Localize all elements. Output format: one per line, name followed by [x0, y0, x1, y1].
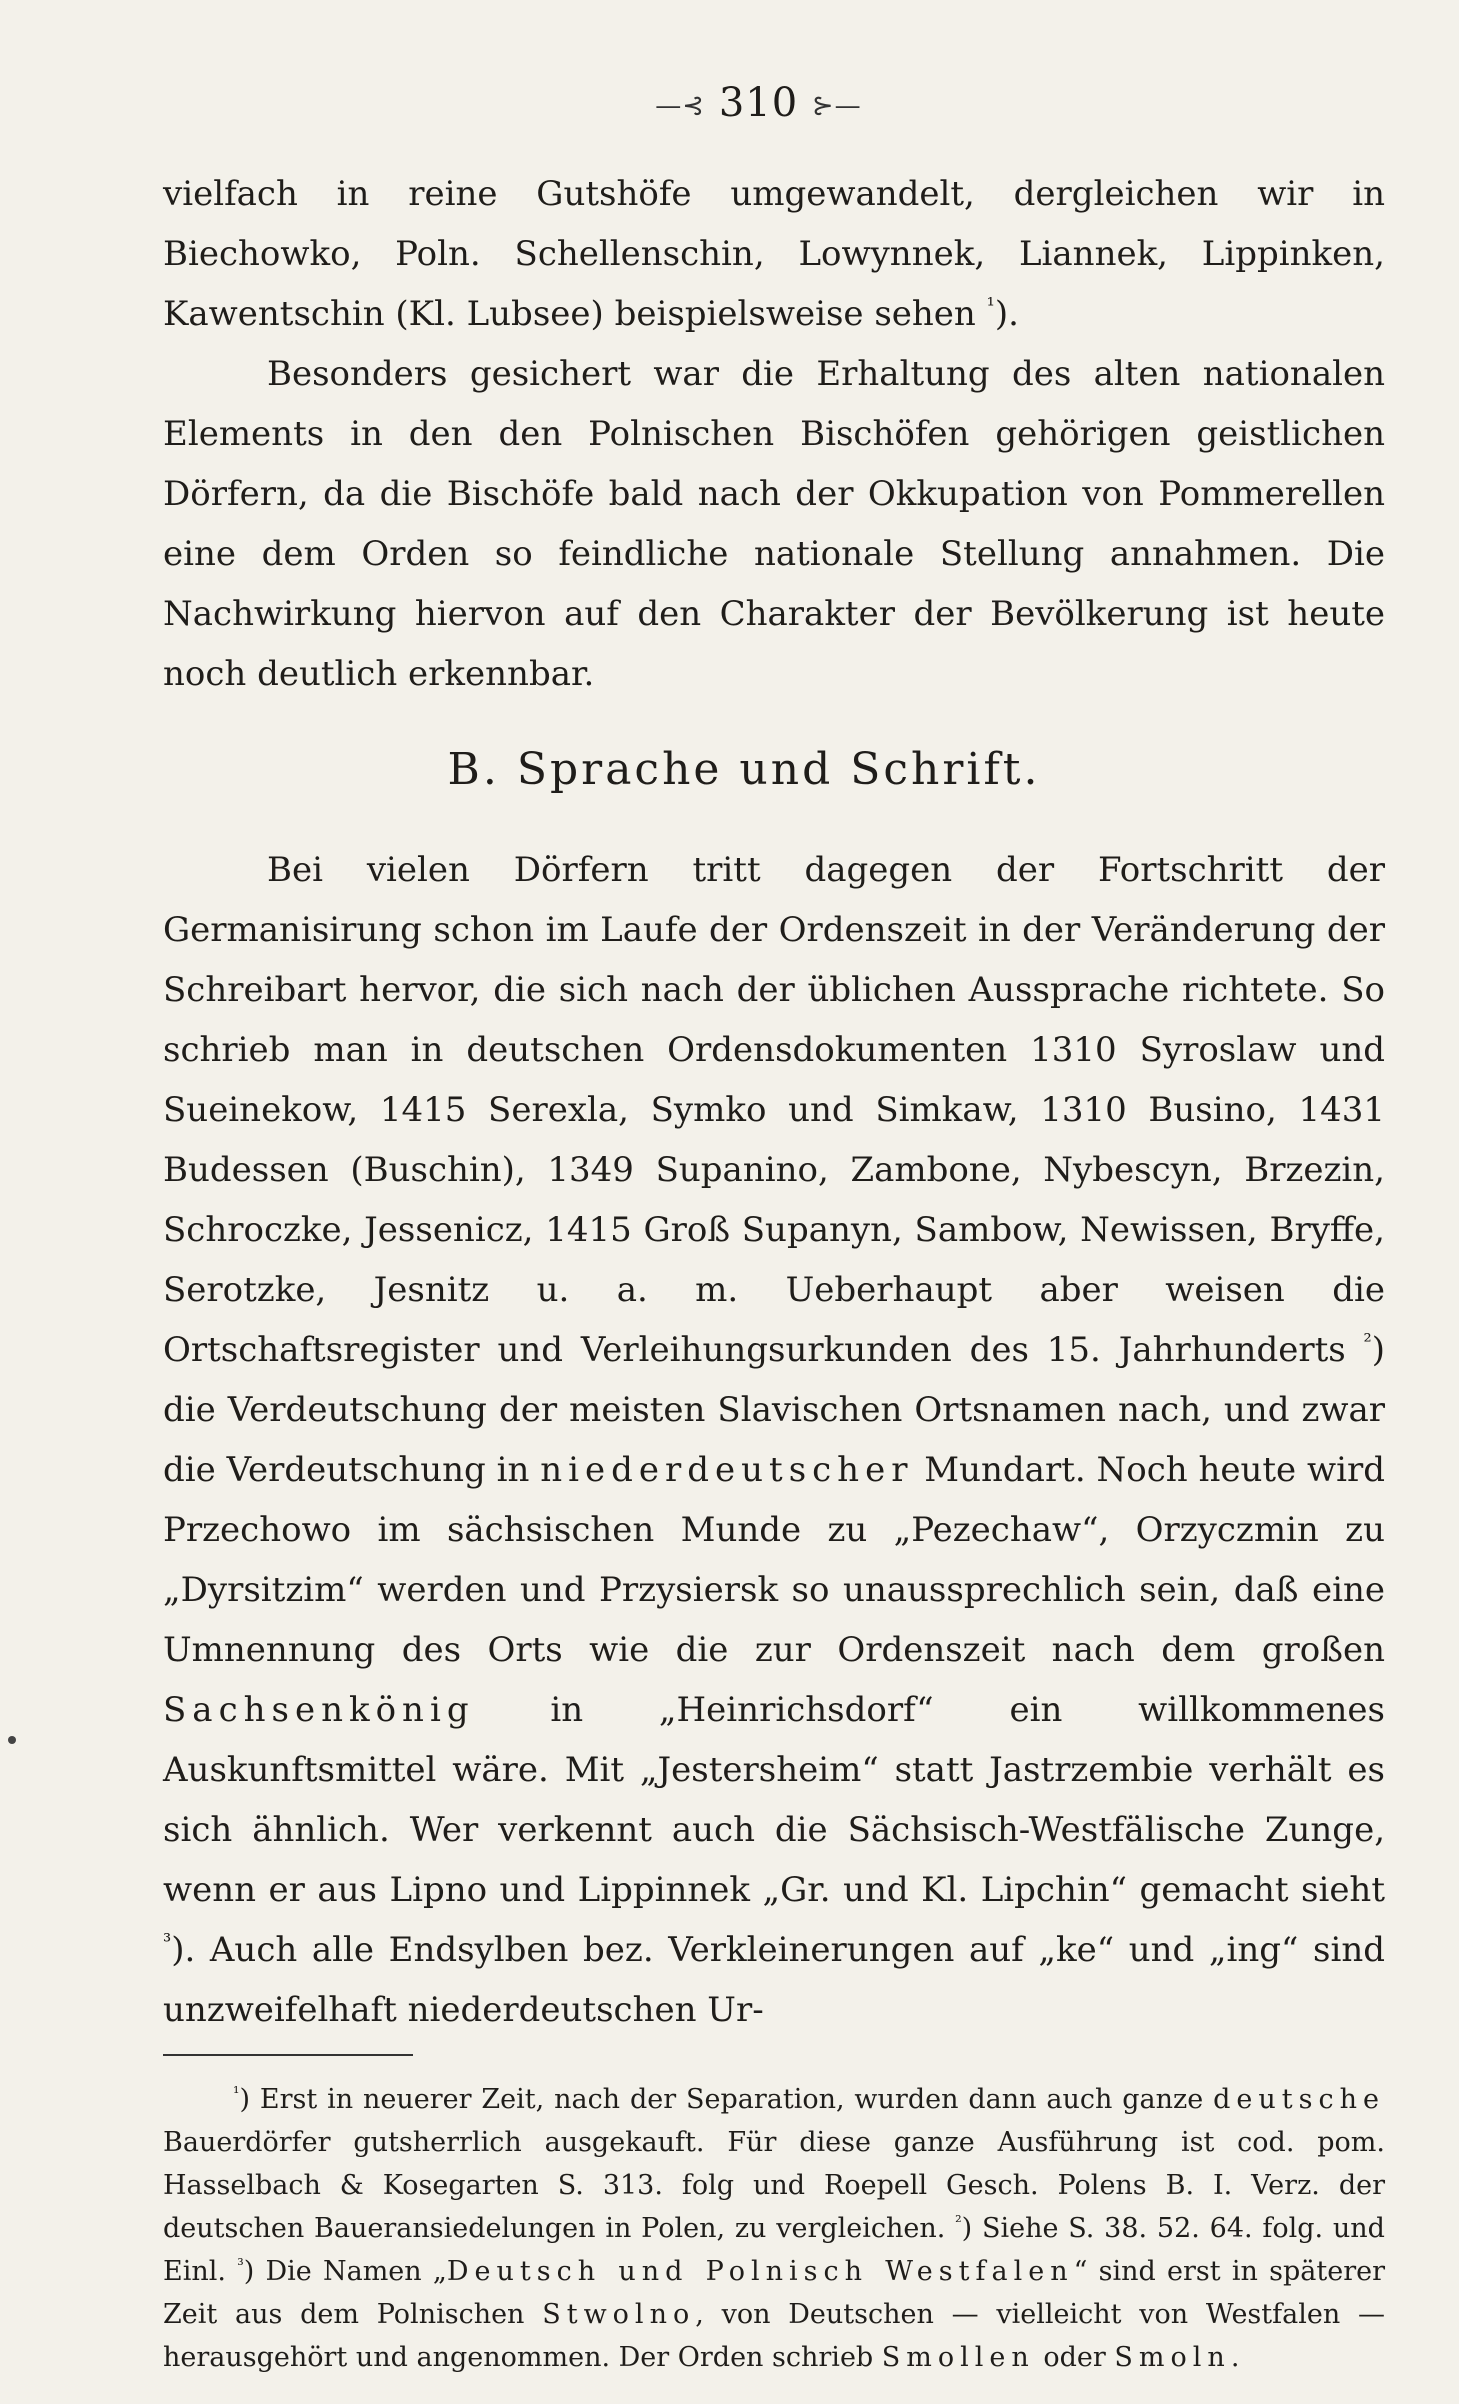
- footnote-3-spaced-4: Smoln: [1114, 2342, 1231, 2373]
- footnote-3-text-b: “ sind erst in späterer Zeit aus dem Polnischen: [163, 2256, 1385, 2330]
- footnote-3-text-e: .: [1230, 2342, 1240, 2373]
- footnote-3-spaced-3: Smollen: [881, 2342, 1035, 2373]
- paragraph-3-part-4: in „Heinrichsdorf“ ein willkommenes Auskunftsmittel wäre. Mit „Jestersheim“ statt Jastrzembie verhält es sich ähnlich. Wer verkennt auch die Sächsisch-Westfälische Zunge, wenn er aus Lipno und Lippinnek „Gr. und Kl. Lipchin“ gemacht sieht: [163, 1690, 1385, 1910]
- spaced-word-niederdeutscher: niederdeutscher: [540, 1450, 914, 1490]
- paragraph-1: [163, 164, 1385, 344]
- footnote-1-mark: ¹: [233, 2083, 240, 2102]
- footnote-2-text: ) Siehe S. 38. 52. 64. folg. und Einl.: [163, 2213, 1385, 2287]
- paragraph-3-part-1: Bei vielen Dörfern tritt dagegen der Fortschritt der Germanisirung schon im Laufe der Ordenszeit in der Veränderung der Schreibart hervor, die sich nach der üblichen Aussprache richtete. So schrieb man in deutschen Ordensdokumenten 1310 Syroslaw und Sueinekow, 1415 Serexla, Symko und Simkaw, 1310 Busino, 1431 Budessen (Buschin), 1349 Supanino, Zambone, Nybescyn, Brzezin, Schroczke, Jessenicz, 1415 Groß Supanyn, Sambow, Newissen, Bryffe, Serotzke, Jesnitz u. a. m. Ueberhaupt aber weisen die Ortschaftsregister und Verleihungsurkunden des 15. Jahrhunderts: [163, 850, 1385, 1370]
- footnote-3-mark: ³: [237, 2255, 244, 2274]
- footnote-1: [163, 2078, 1385, 2379]
- paragraph-3-part-5: ). Auch alle Endsylben bez. Verkleinerungen auf „ke“ und „ing“ sind unzweifelhaft niederdeutschen Ur-: [163, 1930, 1385, 2030]
- footnote-1-spaced: deutsche: [1213, 2084, 1385, 2115]
- margin-dot: [8, 1736, 16, 1744]
- footnote-1-text-a: ) Erst in neuerer Zeit, nach der Separation, wurden dann auch ganze: [239, 2084, 1204, 2115]
- footnote-2-mark: ²: [955, 2212, 962, 2231]
- page-number: 310: [718, 80, 799, 126]
- spaced-word-sachsenkoenig: Sachsenkönig: [163, 1690, 475, 1730]
- footnotes: [163, 2078, 1385, 2379]
- paragraph-1-end: ).: [994, 294, 1019, 334]
- footnote-3-spaced-2: Stwolno: [542, 2299, 696, 2330]
- footnote-divider: [163, 2054, 413, 2056]
- footnote-ref-2: ²: [1363, 1329, 1372, 1354]
- footnote-1-text-b: Bauerdörfer gutsherrlich ausgekauft. Für diese ganze Ausführung ist cod. pom. Hasselbach & Kosegarten S. 313. folg und Roepell Gesch. Polens B. I. Verz. der deutschen Baueransiedelungen in Polen, zu vergleichen.: [163, 2127, 1385, 2244]
- footnote-ref-3: ³: [163, 1929, 172, 1954]
- paragraph-3: [163, 840, 1385, 2040]
- ornament-right-icon: ⊱—: [811, 91, 862, 121]
- paragraph-2: Besonders gesichert war die Erhaltung des alten nationalen Elements in den den Polnischen Bischöfen gehörigen geistlichen Dörfern, da die Bischöfe bald nach der Okkupation von Pommerellen eine dem Orden so feindliche nationale Stellung annahmen. Die Nachwirkung hiervon auf den Charakter der Bevölkerung ist heute noch deutlich erkennbar.: [163, 354, 1385, 694]
- section-title: B. Sprache und Schrift.: [447, 744, 1041, 795]
- footnote-3-text-a: ) Die Namen „: [243, 2256, 447, 2287]
- main-text: [163, 164, 1385, 2040]
- page-header: [163, 80, 1379, 126]
- footnote-ref-1: ¹: [986, 293, 995, 318]
- paragraph-1-text: vielfach in reine Gutshöfe umgewandelt, dergleichen wir in Biechowko, Poln. Schellenschin, Lowynnek, Liannek, Lippinken, Kawentschin (Kl. Lubsee) beispielsweise sehen: [163, 174, 1385, 334]
- footnote-3-text-d: oder: [1043, 2342, 1106, 2373]
- footnote-3-text-c: , von Deutschen — vielleicht von Westfalen — herausgehört und angenommen. Der Orden schrieb: [163, 2299, 1385, 2373]
- paragraph-3-part-2: ) die Verdeutschung der meisten Slavischen Ortsnamen nach, und zwar die Verdeutschung in: [163, 1330, 1385, 1490]
- footnote-3-spaced-1: Deutsch und Polnisch Westfalen: [446, 2256, 1074, 2287]
- paragraph-3-part-3: Mundart. Noch heute wird Przechowo im sächsischen Munde zu „Pezechaw“, Orzyczmin zu „Dyrsitzim“ werden und Przysiersk so unaussprechlich sein, daß eine Umnennung des Orts wie die zur Ordenszeit nach dem großen: [163, 1450, 1385, 1670]
- ornament-left-icon: —⊰: [655, 91, 706, 121]
